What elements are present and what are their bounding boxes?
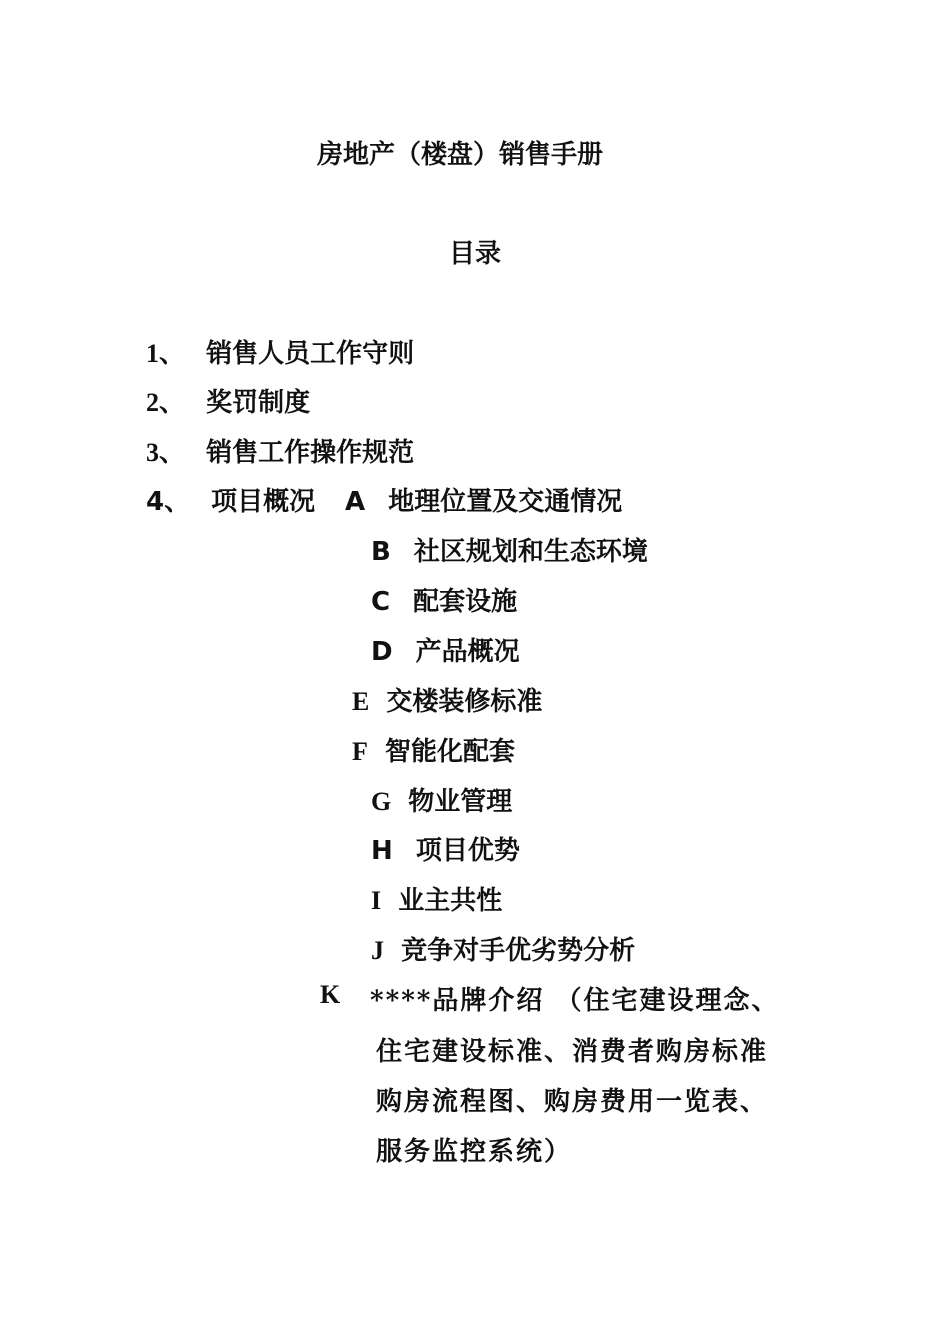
subitem-letter: K [320, 980, 341, 1009]
subitem-k-line-2: 住宅建设标准、消费者购房标准 [376, 1037, 769, 1067]
toc-item-3 [146, 432, 414, 469]
subitem-text: 项目优势 [415, 836, 520, 866]
subitem-text: 地理位置及交通情况 [388, 487, 623, 517]
subitem-letter: C [371, 587, 391, 617]
toc-heading: 目录 [449, 239, 502, 269]
subitem-letter: J [371, 936, 384, 965]
toc-item-number: 2、 [146, 388, 186, 417]
subitem-letter: F [352, 737, 368, 766]
toc-item-text: 项目概况 [211, 487, 316, 517]
subitem-text: 竞争对手优劣势分析 [401, 936, 636, 966]
toc-item-text: 奖罚制度 [206, 388, 311, 418]
subitem-c [371, 581, 517, 618]
toc-item-text: 销售人员工作守则 [206, 339, 415, 369]
subitem-j [371, 930, 635, 967]
subitem-letter: B [371, 537, 391, 567]
subitem-k-line-4: 服务监控系统） [376, 1137, 573, 1167]
subitem-letter: G [371, 787, 392, 816]
subitem-b [371, 531, 648, 568]
document-title: 房地产（楼盘）销售手册 [317, 140, 604, 170]
toc-item-2 [146, 382, 310, 419]
subitem-letter: I [371, 886, 382, 915]
toc-item-number: 1、 [146, 339, 186, 368]
subitem-text: 配套设施 [413, 587, 518, 617]
subitem-k-line-3: 购房流程图、购房费用一览表、 [376, 1087, 769, 1117]
subitem-text: 业主共性 [398, 886, 503, 916]
subitem-k-line-1: ****品牌介绍 （住宅建设理念、 [370, 986, 780, 1016]
subitem-text: 交楼装修标准 [386, 687, 543, 717]
subitem-d [371, 631, 520, 668]
subitem-letter: H [371, 836, 393, 866]
subitem-letter: D [371, 637, 393, 667]
subitem-h [371, 830, 520, 867]
subitem-letter: A [345, 487, 366, 517]
subitem-a [345, 481, 622, 518]
subitem-letter: E [352, 687, 370, 716]
subitem-k-letter [320, 980, 340, 1010]
subitem-text: 物业管理 [408, 787, 513, 817]
subitem-e [352, 681, 542, 718]
subitem-f [352, 731, 515, 768]
subitem-text: 产品概况 [415, 637, 520, 667]
toc-item-text: 销售工作操作规范 [206, 438, 415, 468]
subitem-text: 社区规划和生态环境 [413, 537, 648, 567]
subitem-g [371, 781, 512, 818]
toc-item-number: 3、 [146, 438, 186, 467]
subitem-text: 智能化配套 [384, 737, 515, 767]
toc-item-1 [146, 333, 414, 370]
subitem-i [371, 880, 502, 917]
toc-item-4 [146, 481, 315, 518]
toc-item-number: 4、 [146, 487, 191, 517]
